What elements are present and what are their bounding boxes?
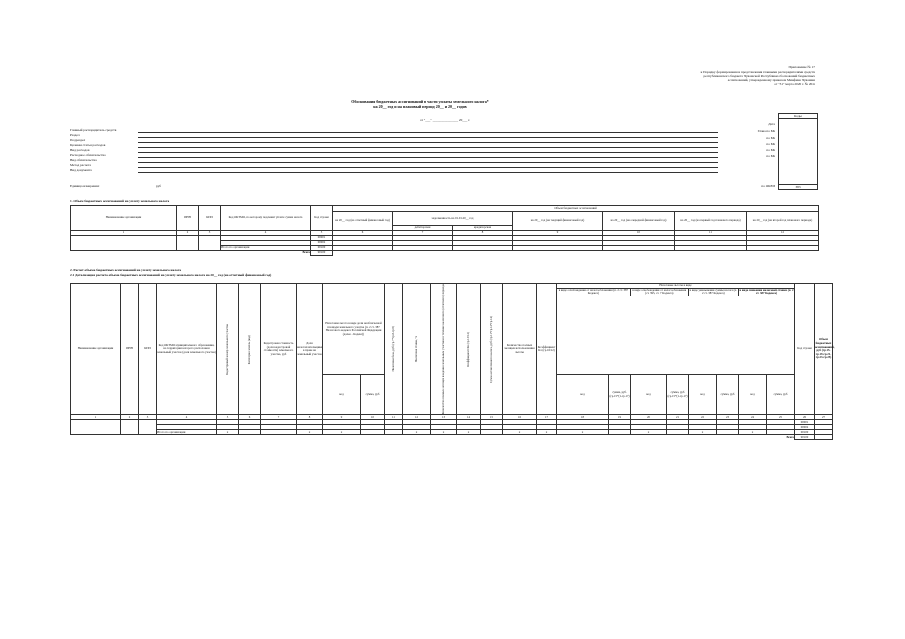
order-line-3: ассигнований, утвержденному приказом Минфина Чувашии [727,78,815,82]
s2-num: 13 [431,415,457,420]
requisite-obligation-type: Вид обязательства [70,158,97,162]
s2-col-months-owned: Количество полных месяцев владения земельным участком в течение налогового (отчетного) периода [431,284,457,415]
s2-total-org-label: Итого по организации [157,430,217,435]
s2-col-budget-volume: Объем бюджетных ассигнований, руб (гр.15-гр.19-гр.21-гр.23-гр.25) [815,284,833,415]
s1-num: 12 [747,231,819,236]
s2-num: 16 [503,415,537,420]
s2-num: 25 [767,415,795,420]
s2-num: 11 [385,415,403,420]
s1-num: 6 [333,231,393,236]
s1-col-line-code: Код строки [311,206,333,231]
s2-col-share: Доля налогоплательщика в праве на земельный участок [297,284,323,415]
s2-col-cadastral-value: Кадастровая стоимость (доля кадастровой стоимости) земельного участка, руб [261,284,297,415]
s2-num: 19 [609,415,631,420]
s2-col-tax-base: Налоговая база, руб (гр.7*гр.8-гр.9) [385,284,403,415]
x-mark: х [739,430,767,435]
s1-num: 7 [393,231,453,236]
s1-col-debit: дебиторская [393,226,453,231]
s2-num: 3 [139,415,157,420]
s1-col-kpp: КПП [199,206,221,231]
requisite-expense-obligation: Расходное обязательство [70,153,106,157]
s1-num: 3 [199,231,221,236]
document-title-period: на 20__ год и на плановый период 20__ и 20__ годов [373,104,467,109]
x-mark: х [631,430,667,435]
s2-num: 22 [689,415,717,420]
s2-grand-total-label: Всего [786,434,794,439]
codes-box [778,118,818,185]
s2-col-relief-rate: в виде снижения налоговой ставки (п. 2 ст. 387 Кодекса) [739,287,794,296]
s2-sub-sum-21: сумма, руб (гр.15*(1-гр.17) [667,375,689,415]
code-label-okei: по ОКЕИ [761,184,775,188]
requisite-subsection: Подраздел [70,138,86,142]
requisite-target-article: Целевая статья расходов [70,143,106,147]
row-code: 00002 [311,241,333,246]
section2-table [70,283,833,440]
s2-num: 8 [297,415,323,420]
order-line-2: республиканского бюджета Чувашской Республики обоснований бюджетных [703,74,815,78]
x-mark: х [503,430,537,435]
s2-sub-sum-23: сумма, руб [717,375,739,415]
s1-num: 8 [453,231,513,236]
s1-num: 2 [177,231,199,236]
s2-num: 9 [323,415,361,420]
s2-num: 12 [403,415,431,420]
s2-num: 20 [631,415,667,420]
x-mark: х [457,430,481,435]
order-line-4: от "31" марта 2020 г. № 20/п [774,82,815,86]
document-date: от "___" _______________ 20___ г. [419,118,471,122]
s2-sub-code-22: код [689,375,717,415]
s1-col-reporting-year: на 20__ год (на отчетный финансовый год) [333,212,393,231]
s1-total-org-label: Итого по организации [221,246,311,251]
s2-col-org: Наименование организации [71,284,121,415]
document-title: Обоснования бюджетных ассигнований в части уплаты земельного налога* [351,99,489,104]
s2-num: 10 [361,415,385,420]
s2-num: 21 [667,415,689,420]
table-row [71,435,833,440]
s2-sub-sum-10: сумма, руб [361,375,385,415]
s2-col-relief-exempt-387: в виде освобождения от налогообложения (п. 2 ст. 387 Кодекса) [557,289,631,296]
s2-num: 18 [557,415,609,420]
s1-num: 10 [603,231,675,236]
s2-col-cadastral-number: Кадастровый номер земельного участка [217,284,239,415]
appendix-label: Приложение № 17 [788,65,815,69]
row-code: 00001 [795,420,815,425]
s2-col-months-relief: Количество полных месяцев использования льготы [503,284,537,415]
x-mark: х [217,430,239,435]
unit-label: Единица измерения: [70,184,100,188]
x-mark: х [431,430,457,435]
s2-num: 6 [239,415,261,420]
requisite-document-type: Вид документа [70,168,92,172]
s2-sub-code-9: код [323,375,361,415]
s2-num: 7 [261,415,297,420]
s2-sub-sum-19: сумма, руб. (гр.15*(1-гр.17) [609,375,631,415]
section1-title: 1. Объем бюджетных ассигнований на уплату земельного налога [70,199,170,203]
code-value-okei: 383 [778,184,818,190]
code-label-chapter: Глава по БК [757,129,775,133]
s1-col-inn: ИНН [177,206,199,231]
code-label-bk-1: по БК [766,136,775,140]
s2-col-relief-reduce: в виде уменьшения суммы налога (п. 2 ст. 387 Кодекса) [689,287,738,296]
s1-col-plan-year-2: на 20__ год (на второй год планового периода) [747,212,819,231]
s2-col-kl: Коэффициент Кл (гр.16/12) [537,284,557,415]
s2-num: 27 [815,415,833,420]
s2-num: 14 [457,415,481,420]
code-label-bk-4: по БК [766,154,775,158]
s2-num: 26 [795,415,815,420]
x-mark: х [403,430,431,435]
s2-sub-code-18: код [557,375,609,415]
s2-sub-code-24: код [739,375,767,415]
s1-col-credit: кредиторская [453,226,513,231]
s2-col-inn: ИНН [121,284,139,415]
row-code: 90100 [795,435,815,440]
requisite-section: Раздел [70,133,80,137]
s2-num: 4 [157,415,217,420]
requisite-expense-type: Вид расходов [70,148,90,152]
row-code: 00001 [311,236,333,241]
s1-col-oktmo: Код ОКТМО, по которому подлежит уплате сумма налога [221,206,311,231]
s1-num: 5 [311,231,333,236]
row-code: 90100 [311,251,333,256]
s2-num: 2 [121,415,139,420]
x-mark: х [323,430,361,435]
row-code: 00002 [795,425,815,430]
s1-col-next-year: на 20__ год (на очередной финансовый год) [603,212,675,231]
requisite-calc-method: Метод расчета [70,163,91,167]
codes-header: Коды [778,113,818,119]
s2-col-relief-area: Налоговая льгота в виде доли необлагаемой площади земельного участка (п. 2 ст. 387 Налогового кодекса Российской Федерации (далее - Кодекс)) [323,284,385,375]
code-label-date: Дата [768,122,775,126]
x-mark: х [689,430,717,435]
s1-col-org: Наименование организации [71,206,177,231]
s1-col-plan-year-1: на 20__ год (на первый год планового периода) [675,212,747,231]
s1-group-header: Объем бюджетных ассигнований [333,206,819,212]
s2-num: 5 [217,415,239,420]
s2-num: 1 [71,415,121,420]
s2-num: 24 [739,415,767,420]
x-mark: х [537,430,557,435]
table-row [71,251,819,256]
s2-num: 17 [537,415,557,420]
section1-table [70,205,819,256]
s2-num: 15 [481,415,503,420]
code-label-bk-2: по БК [766,142,775,146]
s1-num: 9 [513,231,603,236]
x-mark: х [557,430,609,435]
row-code: 00100 [311,246,333,251]
s1-num: 1 [71,231,177,236]
s2-col-kv: Коэффициент Кв (гр.13/12) [457,284,481,415]
order-line-1: к Порядку формирования и представления главными распорядителями средств [700,70,815,74]
s1-num: 11 [675,231,747,236]
s2-col-kpp: КПП [139,284,157,415]
s1-num: 4 [221,231,311,236]
section2-title: 2. Расчет объема бюджетных ассигнований на уплату земельного налога [70,268,182,272]
row-code: 00100 [795,430,815,435]
s1-col-debt: задолженность на 01.01.20__ год [393,212,513,226]
s1-grand-total-label: Всего [302,250,310,255]
s2-col-reliefs-group: Налоговые льготы в виде в виде освобождения от налогообложения (п. 2 ст. 387 Кодекса) в виде освобождения от налогообложения (ст. 395, ст. 7 Кодекса) в виде уменьшения суммы налога (п. 2 ст. 387 Кодекса) в виде снижения налоговой ставки (п. 2 ст. 387 Кодекса) [557,284,795,375]
s2-num: 23 [717,415,739,420]
requisite-main-manager: Главный распорядитель средств [70,128,117,132]
code-label-bk-3: по БК [766,148,775,152]
s2-col-tax-sum: Сумма исчисленного налога, руб (гр.11*гр.12*гр.14) [481,284,503,415]
s2-col-oktmo: Код ОКТМО муниципального образования, на территории которого расположен земельный участок (доля земельного участка) [157,284,217,415]
s2-col-line-code: Код строки [795,284,815,415]
x-mark: х [297,430,323,435]
s2-col-relief-exempt-395: в виде освобождения от налогообложения (ст. 395, ст. 7 Кодекса) [631,289,689,296]
s1-col-current-year: на 20__ год (на текущий финансовый год) [513,212,603,231]
s2-col-land-category: Категория земель (код) [239,284,261,415]
section2-subtitle: 2.1 Детализация расчета объема бюджетных ассигнований на уплату земельного налога на 20__ год (на отчетный финансовый год) [70,273,272,277]
s2-sub-sum-25: сумма, руб [767,375,795,415]
s2-col-tax-rate: Налоговая ставка, % [403,284,431,415]
unit-value: руб [156,184,162,188]
s2-sub-code-20: код [631,375,667,415]
